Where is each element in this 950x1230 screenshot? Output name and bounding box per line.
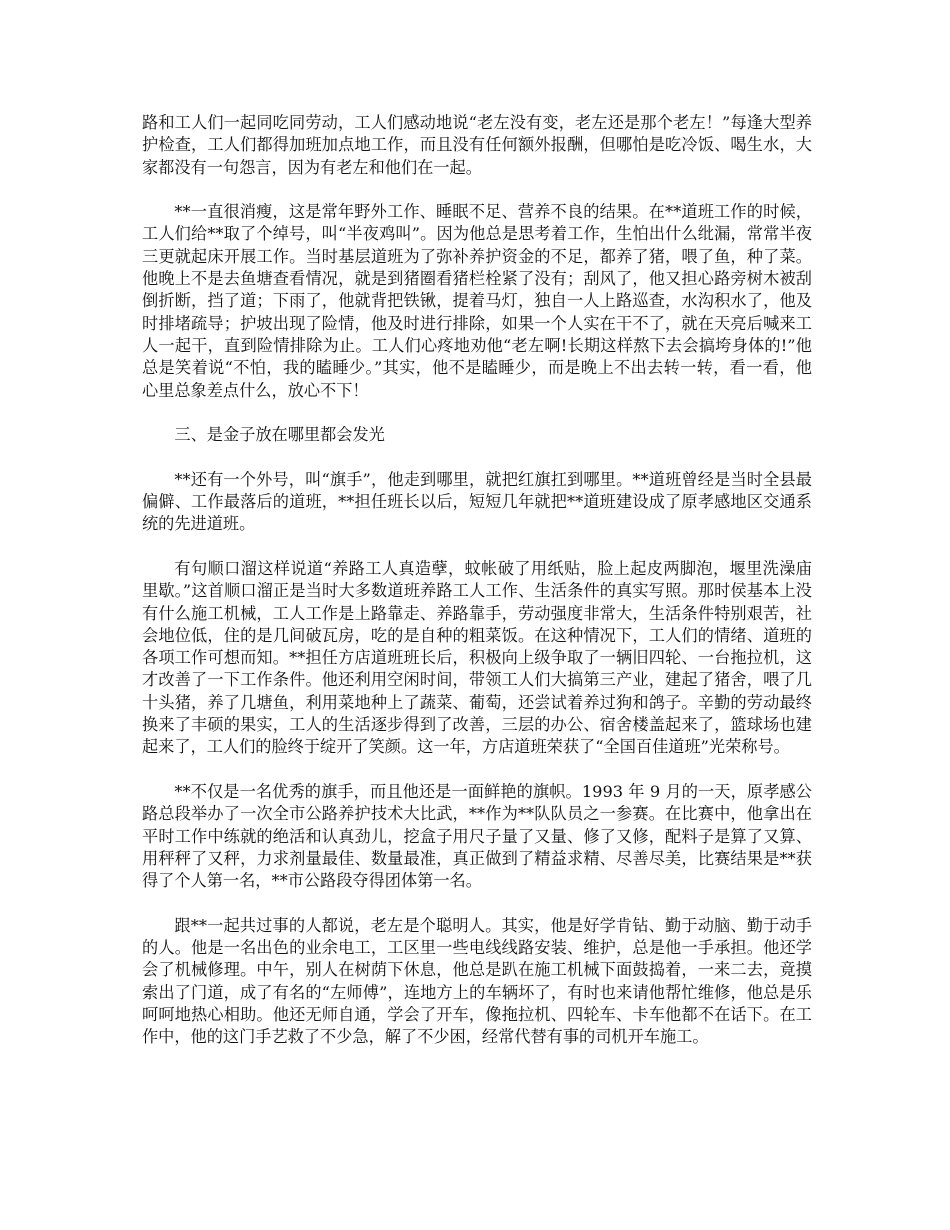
section-heading: 三、是金子放在哪里都会发光 xyxy=(174,425,385,445)
paragraph-skills-competition: **不仅是一名优秀的旗手，而且他还是一面鲜艳的旗帜。1993 年 9 月的一天，原孝感公路总段举办了一次全市公路养护技术大比武，**作为**队队员之一参赛。在比赛中，他拿出在平时工作中练就的绝活和认真劲儿，挖盒子用尺子量了又量、修了又修，配料子是算了又算、用秤秤了又秤，力求剂量最佳、数量最准，真正做到了精益求精、尽善尽美，比赛结果是**获得了个人第一名，**市公路段夺得团体第一名。 xyxy=(142,781,812,891)
paragraph-night-patrol: **一直很消瘦，这是常年野外工作、睡眠不足、营养不良的结果。在**道班工作的时候，工人们给**取了个绰号，叫“半夜鸡叫”。因为他总是思考着工作，生怕出什么纰漏，常常半夜三更就起床开展工作。当时基层道班为了弥补养护资金的不足，都养了猪，喂了鱼，种了菜。他晚上不是去鱼塘查看情况，就是到猪圈看猪栏栓紧了没有；刮风了，他又担心路旁树木被刮倒折断，挡了道；下雨了，他就背把铁锹，提着马灯，独自一人上路巡查，水沟积水了，他及时排堵疏导；护坡出现了险情，他及时进行排除，如果一个人实在干不了，就在天亮后喊来工人一起干，直到险情排除为止。工人们心疼地劝他“老左啊!长期这样熬下去会搞垮身体的!”他总是笑着说“不怕，我的瞌睡少。”其实，他不是瞌睡少，而是晚上不出去转一转，看一看，他心里总象差点什么，放心不下！ xyxy=(142,202,812,400)
paragraph-working-conditions: 有句顺口溜这样说道“养路工人真造孽，蚊帐破了用纸贴，脸上起皮两脚泡，堰里洗澡庙里歇。”这首顺口溜正是当时大多数道班养路工人工作、生活条件的真实写照。那时侯基本上没有什么施工机械，工人工作是上路靠走、养路靠手，劳动强度非常大，生活条件特别艰苦，社会地位低，住的是几间破瓦房，吃的是自种的粗菜饭。在这种情况下，工人们的情绪、道班的各项工作可想而知。**担任方店道班班长后，积极向上级争取了一辆旧四轮、一台拖拉机，这才改善了一下工作条件。他还利用空闲时间，带领工人们大搞第三产业，建起了猪舍，喂了几十头猪，养了几塘鱼，利用菜地种上了蔬菜、葡萄，还尝试着养过狗和鸽子。辛勤的劳动最终换来了丰硕的果实，工人的生活逐步得到了改善，三层的办公、宿舍楼盖起来了，篮球场也建起来了，工人们的脸终于绽开了笑颜。这一年，方店道班荣获了“全国百佳道班”光荣称号。 xyxy=(142,558,812,757)
document-body xyxy=(142,112,812,1071)
paragraph-flag-bearer: **还有一个外号，叫“旗手”，他走到哪里，就把红旗扛到哪里。**道班曾经是当时全县最偏僻、工作最落后的道班，**担任班长以后，短短几年就把**道班建设成了原孝感地区交通系统的先进道班。 xyxy=(142,469,812,534)
paragraph-self-taught-skills: 跟**一起共过事的人都说，老左是个聪明人。其实，他是好学肯钻、勤于动脑、勤于动手的人。他是一名出色的业余电工，工区里一些电线线路安装、维护，总是他一手承担。他还学会了机械修理。中午，别人在树荫下休息，他总是趴在施工机械下面鼓捣着，一来二去，竟摸索出了门道，成了有名的“左师傅”，连地方上的车辆坏了，有时也来请他帮忙维修，他总是乐呵呵地热心相助。他还无师自通，学会了开车，像拖拉机、四轮车、卡车他都不在话下。在工作中，他的这门手艺救了不少急，解了不少困，经常代替有事的司机开车施工。 xyxy=(142,915,812,1047)
paragraph-continuation: 路和工人们一起同吃同劳动，工人们感动地说“老左没有变，老左还是那个老左！”每逢大型养护检查，工人们都得加班加点地工作，而且没有任何额外报酬，但哪怕是吃冷饭、喝生水，大家都没有一句怨言，因为有老左和他们在一起。 xyxy=(142,113,812,177)
